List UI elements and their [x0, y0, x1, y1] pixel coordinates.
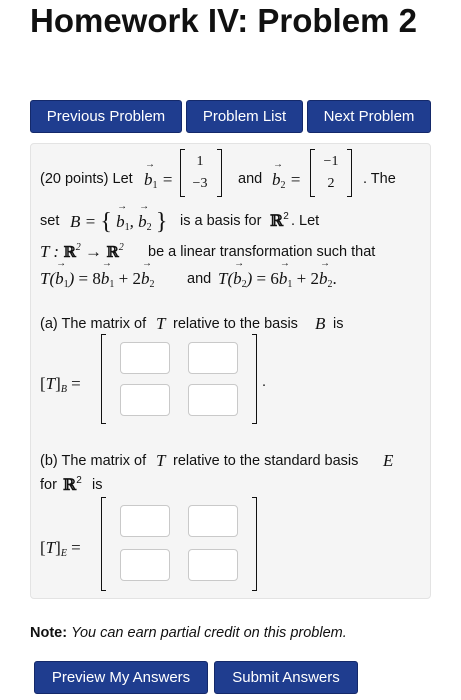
part-b-for: for	[40, 477, 57, 493]
r2-symbol-2: ℝ$^2$	[63, 475, 82, 494]
b2-left-bracket	[310, 149, 315, 197]
part-b-t: T	[156, 451, 166, 470]
part-a-rest: relative to the basis	[173, 316, 298, 332]
matrix-te-label: $[T]_E$ =	[40, 538, 81, 559]
answer-b-11[interactable]	[120, 505, 170, 537]
t-of-b1: $T(\to b_1) = 8\to b_1 + 2\to b_2$	[40, 269, 154, 290]
transformation-def: T : ℝ$^2$ → ℝ$^2$	[40, 242, 124, 261]
part-a-t: T	[156, 314, 166, 333]
part-b-e: E	[383, 451, 394, 470]
answer-b-21[interactable]	[120, 549, 170, 581]
b1-entry-2: −3	[192, 176, 208, 191]
page-title: Homework IV: Problem 2	[30, 2, 417, 39]
b1-symbol: → $b_1$ =	[144, 170, 173, 191]
matrix-b-left-bracket	[101, 497, 106, 591]
matrix-a-left-bracket	[101, 334, 106, 424]
note-text: You can earn partial credit on this problem.	[71, 625, 347, 641]
linear-text: be a linear transformation such that	[148, 244, 376, 260]
let-text: . Let	[291, 213, 320, 229]
set-text: set	[40, 213, 60, 229]
submit-answers-button[interactable]: Submit Answers	[214, 661, 358, 694]
matrix-b-right-bracket	[252, 497, 257, 591]
part-b-is: is	[92, 477, 103, 493]
matrix-tb-label: $[T]_B$ =	[40, 374, 81, 395]
part-a-b: B	[315, 314, 326, 333]
answer-a-22[interactable]	[188, 384, 238, 416]
preview-answers-button[interactable]: Preview My Answers	[34, 661, 208, 694]
answer-a-21[interactable]	[120, 384, 170, 416]
b1-left-bracket	[180, 149, 185, 197]
answer-b-12[interactable]	[188, 505, 238, 537]
t-of-b2: $T(\to b_2) = 6\to b_1 + 2\to b_2$.	[218, 269, 337, 290]
part-b-label: (b) The matrix of	[40, 453, 147, 469]
and-text: and	[238, 171, 263, 187]
next-problem-button[interactable]: Next Problem	[307, 100, 431, 133]
b2-symbol: → $b_2$ =	[272, 170, 301, 191]
r2-symbol: ℝ$^2$	[270, 211, 289, 230]
answer-b-22[interactable]	[188, 549, 238, 581]
is-basis-text: is a basis for	[180, 213, 262, 229]
b2-right-bracket	[347, 149, 352, 197]
b1-entry-1: 1	[196, 154, 204, 169]
b2-entry-1: −1	[323, 154, 339, 169]
part-a-is: is	[333, 316, 344, 332]
basis-set: B = { → $b_1$, → $b_2$ }	[70, 209, 167, 236]
part-b-rest: relative to the standard basis	[173, 453, 359, 469]
the-text: . The	[363, 171, 396, 187]
and-text-2: and	[187, 271, 212, 287]
answer-a-11[interactable]	[120, 342, 170, 374]
answer-a-12[interactable]	[188, 342, 238, 374]
part-a-label: (a) The matrix of	[40, 316, 147, 332]
note-label: Note:	[30, 625, 68, 641]
previous-problem-button[interactable]: Previous Problem	[30, 100, 182, 133]
problem-list-button[interactable]: Problem List	[186, 100, 303, 133]
b1-right-bracket	[217, 149, 222, 197]
matrix-a-right-bracket	[252, 334, 257, 424]
period: .	[262, 374, 267, 390]
b2-entry-2: 2	[327, 176, 335, 191]
problem-intro: (20 points) Let	[40, 171, 133, 187]
note	[30, 625, 347, 641]
